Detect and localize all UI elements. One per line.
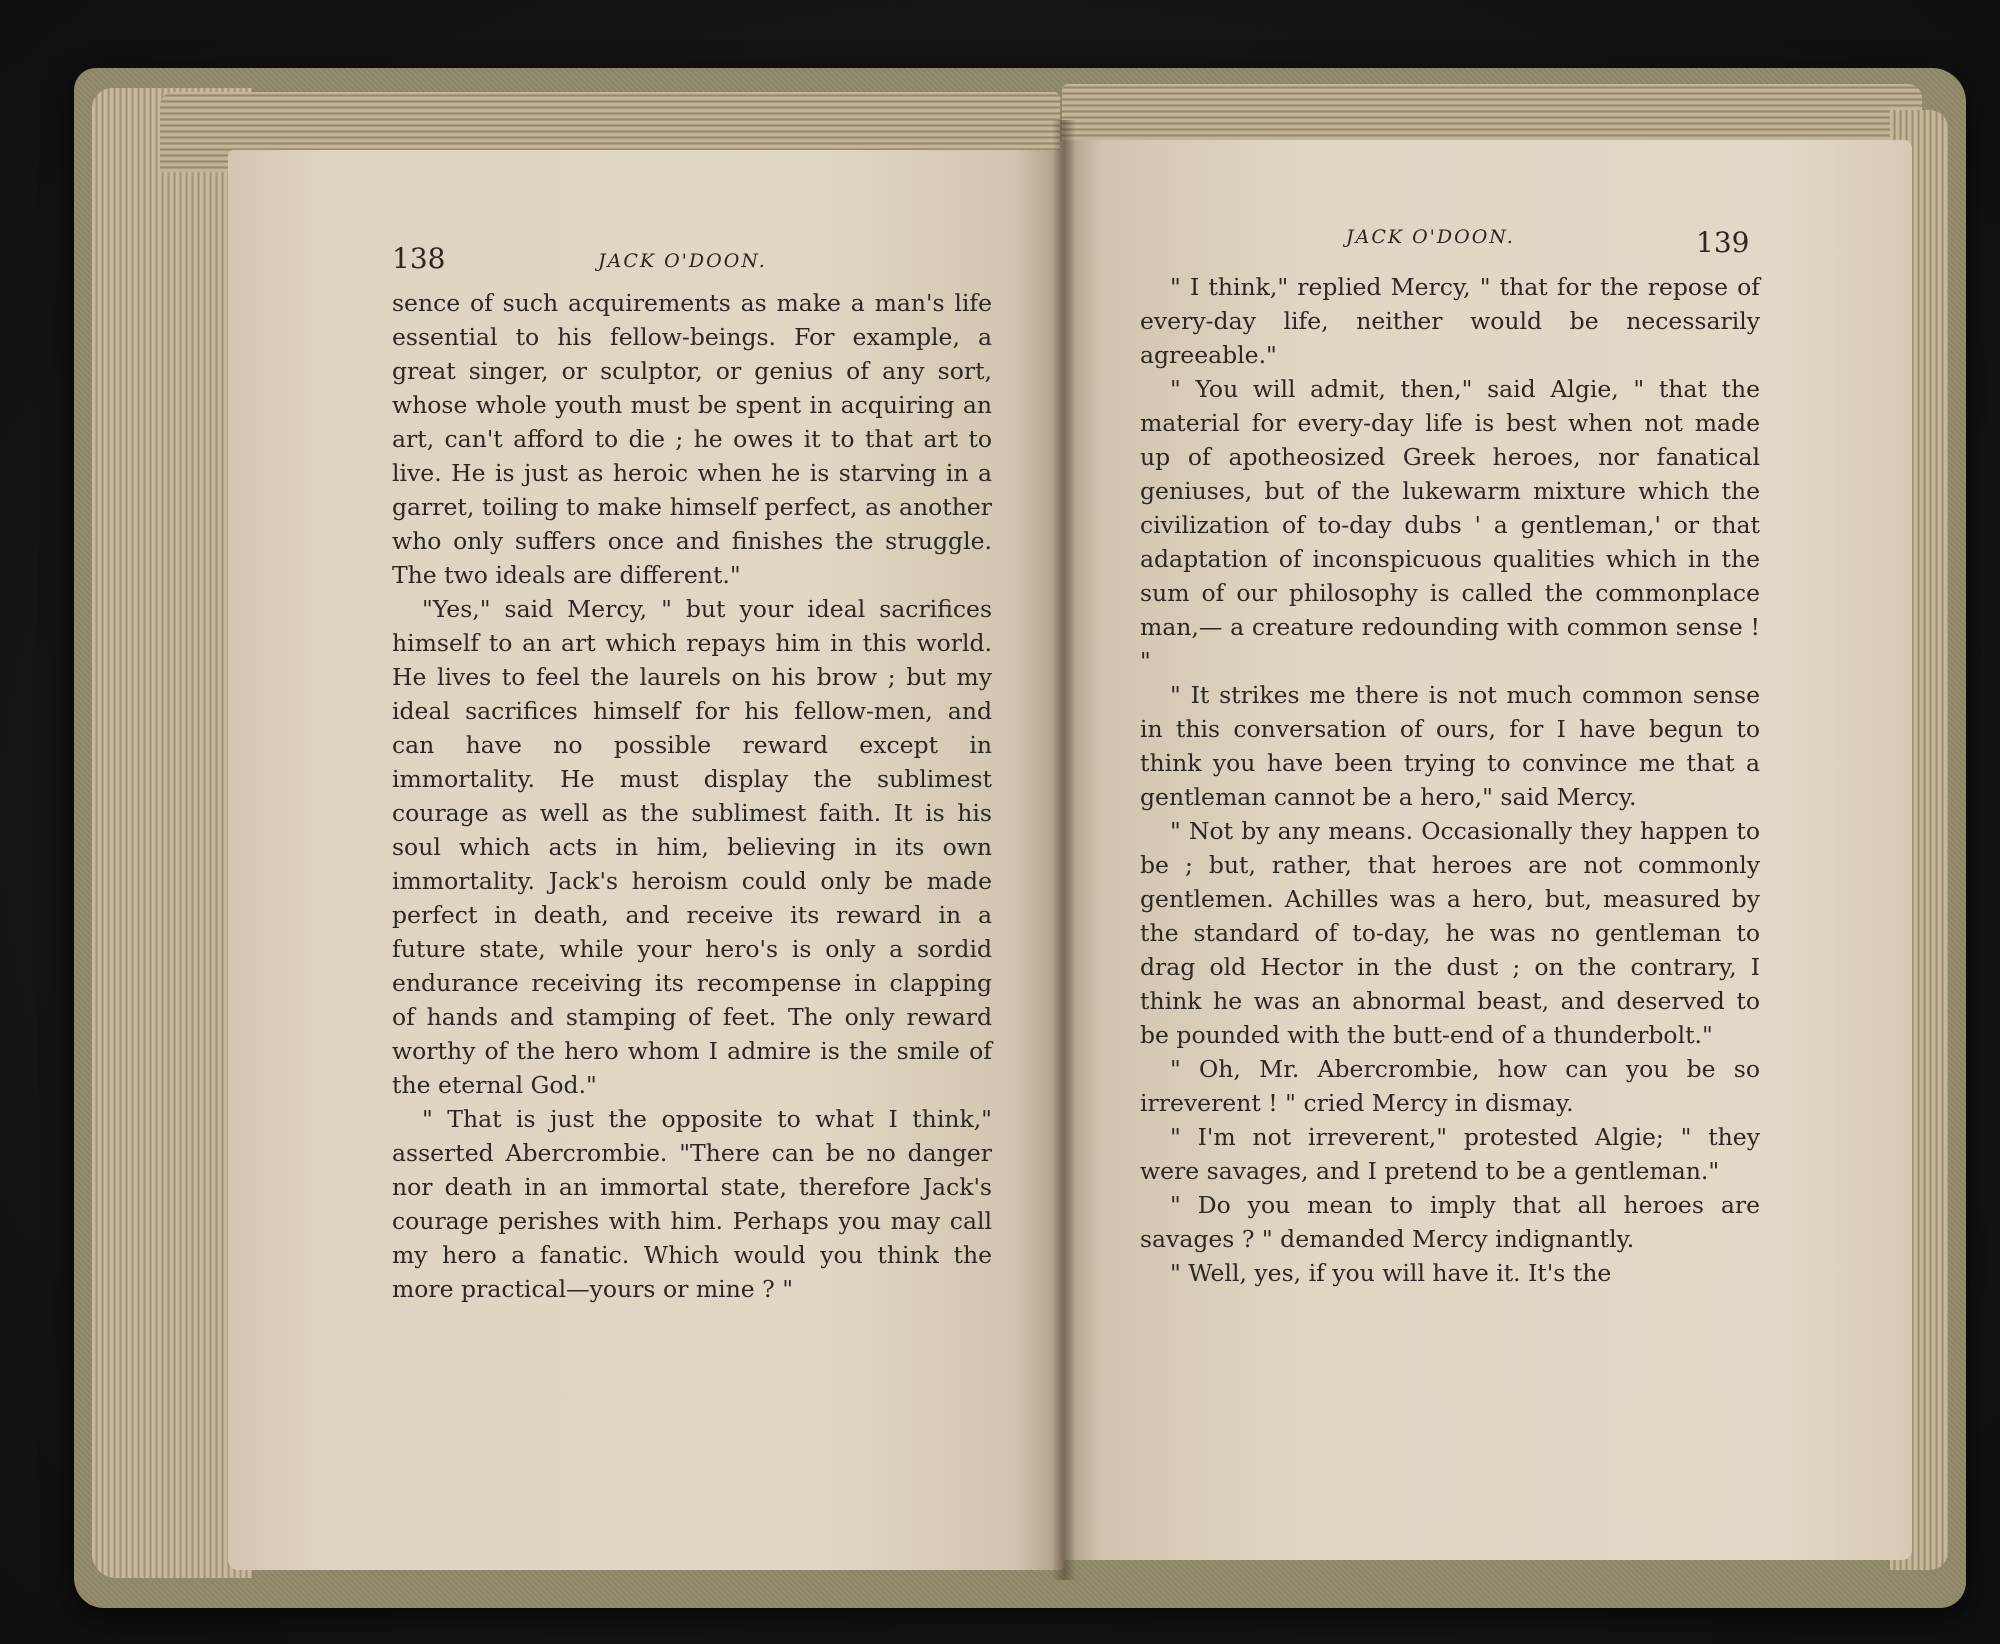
left-text-block xyxy=(392,286,992,1306)
right-paragraph-2: " You will admit, then," said Algie, " that the material for every-day life is best when not made up of apotheosized Greek heroes, nor fanatical geniuses, but of the lukewarm mixture which the civilization of to-day dubs ' a gentleman,' or that adaptation of inconspicuous qualities which in the sum of our philosophy is called the commonplace man,— a creature redounding with common sense ! " xyxy=(1140,375,1760,675)
right-paragraph-7: " Do you mean to imply that all heroes are savages ? " demanded Mercy indignantly. xyxy=(1140,1191,1760,1253)
right-paragraph-3: " It strikes me there is not much common sense in this conversation of ours, for I have begun to think you have been trying to convince me that a gentleman cannot be a hero," said Mercy. xyxy=(1140,681,1760,811)
right-text-block xyxy=(1140,270,1760,1290)
left-page-number: 138 xyxy=(392,242,446,275)
right-paragraph-5: " Oh, Mr. Abercrombie, how can you be so irreverent ! " cried Mercy in dismay. xyxy=(1140,1055,1760,1117)
right-paragraph-6: " I'm not irreverent," protested Algie; " they were savages, and I pretend to be a gentleman." xyxy=(1140,1123,1760,1185)
left-paragraph-1: sence of such acquirements as make a man's life essential to his fellow-beings. For example, a great singer, or sculptor, or genius of any sort, whose whole youth must be spent in acquiring an art, can't afford to die ; he owes it to that art to live. He is just as heroic when he is starving in a garret, toiling to make himself perfect, as another who only suffers once and finishes the struggle. The two ideals are different." xyxy=(392,289,992,589)
book-gutter xyxy=(1052,120,1076,1580)
left-paragraph-3: " That is just the opposite to what I think," asserted Abercrombie. "There can be no danger nor death in an immortal state, therefore Jack's courage perishes with him. Perhaps you may call my hero a fanatic. Which would you think the more practical—yours or mine ? " xyxy=(392,1105,992,1303)
left-running-title: JACK O'DOON. xyxy=(598,250,767,272)
right-paragraph-8: " Well, yes, if you will have it. It's the xyxy=(1170,1259,1612,1287)
right-page xyxy=(1060,140,1912,1560)
right-paragraph-1: " I think," replied Mercy, " that for the repose of every-day life, neither would be necessarily agreeable." xyxy=(1140,273,1760,369)
left-page xyxy=(228,150,1064,1570)
right-running-title: JACK O'DOON. xyxy=(1346,226,1515,248)
right-paragraph-4: " Not by any means. Occasionally they happen to be ; but, rather, that heroes are not commonly gentlemen. Achilles was a hero, but, measured by the standard of to-day, he was no gentleman to drag old Hector in the dust ; on the contrary, I think he was an abnormal beast, and deserved to be pounded with the butt-end of a thunderbolt." xyxy=(1140,817,1760,1049)
right-page-number: 139 xyxy=(1696,226,1750,259)
left-paragraph-2: "Yes," said Mercy, " but your ideal sacrifices himself to an art which repays him in this world. He lives to feel the laurels on his brow ; but my ideal sacrifices himself for his fellow-men, and can have no possible reward except in immortality. He must display the sublimest courage as well as the sublimest faith. It is his soul which acts in him, believing in its own immortality. Jack's heroism could only be made perfect in death, and receive its reward in a future state, while your hero's is only a sordid endurance receiving its recompense in clapping of hands and stamping of feet. The only reward worthy of the hero whom I admire is the smile of the eternal God." xyxy=(392,595,992,1099)
